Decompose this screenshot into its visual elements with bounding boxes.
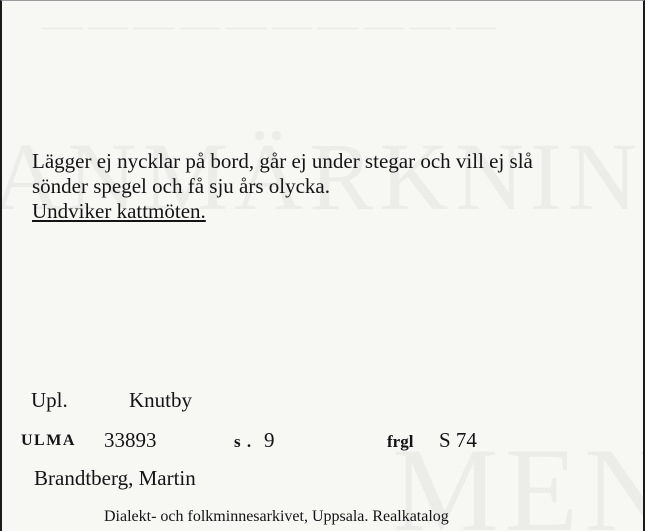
accession-number: 33893 bbox=[104, 428, 157, 452]
body-line-1: Lägger ej nycklar på bord, går ej under stegar och vill ej slå bbox=[32, 149, 533, 173]
archive-footer: Dialekt- och folkminnesarkivet, Uppsala. Realkatalog bbox=[104, 508, 449, 525]
question-label: frgl bbox=[387, 432, 414, 451]
show-through-text bbox=[42, 1, 502, 48]
informant-name: Brandtberg, Martin bbox=[34, 466, 196, 490]
question-number: S 74 bbox=[439, 428, 477, 452]
page-number: 9 bbox=[264, 428, 275, 452]
body-line-2: sönder spegel och få sju års olycka. bbox=[32, 174, 330, 198]
page-label: s . bbox=[234, 432, 253, 451]
card-body-text bbox=[32, 149, 632, 224]
archive-code: ULMA bbox=[21, 432, 76, 449]
parish-label: Knutby bbox=[129, 388, 192, 412]
body-line-underlined: Undviker kattmöten. bbox=[32, 199, 206, 223]
province-label: Upl. bbox=[31, 388, 68, 412]
